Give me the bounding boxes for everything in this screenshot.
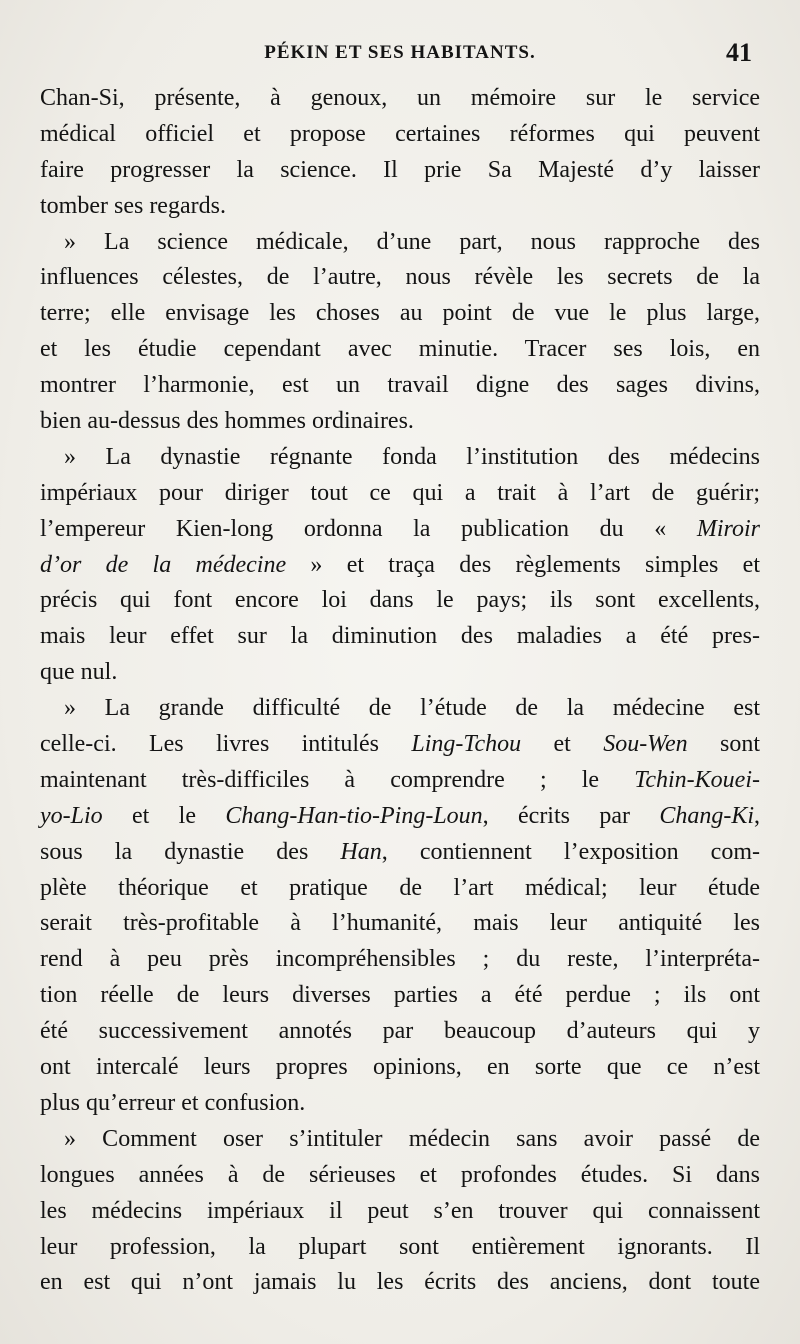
text-segment: leur profession, la plupart sont entièrement ignorants. Il bbox=[40, 1233, 760, 1260]
text-line bbox=[40, 1157, 760, 1193]
text-segment: plète théorique et pratique de l’art médical; leur étude bbox=[40, 874, 760, 901]
text-line bbox=[40, 941, 760, 977]
text-segment: montrer l’harmonie, est un travail digne des sages divins, bbox=[40, 372, 760, 399]
text-line bbox=[40, 798, 760, 834]
text-segment: les médecins impériaux il peut s’en trouver qui connaissent bbox=[40, 1197, 760, 1224]
text-segment: été successivement annotés par beaucoup d’auteurs qui y bbox=[40, 1018, 760, 1045]
text-segment: » et traça des règlements simples et bbox=[286, 551, 760, 578]
text-line bbox=[40, 475, 760, 511]
page-header bbox=[40, 38, 760, 74]
text-segment: et bbox=[521, 731, 604, 758]
text-segment: , bbox=[754, 802, 761, 829]
text-segment: rend à peu près incompréhensibles ; du reste, l’interpréta- bbox=[40, 946, 760, 973]
text-segment: » La dynastie régnante fonda l’institution des médecins bbox=[64, 443, 760, 470]
text-line bbox=[40, 834, 760, 870]
text-segment: précis qui font encore loi dans le pays; ils sont excellents, bbox=[40, 587, 760, 614]
text-segment: mais leur effet sur la diminution des maladies a été pres- bbox=[40, 623, 760, 650]
italic-text: Tchin-Kouei- bbox=[634, 766, 760, 793]
text-line bbox=[40, 690, 760, 726]
text-segment: » Comment oser s’intituler médecin sans avoir passé de bbox=[64, 1125, 760, 1152]
text-segment: longues années à de sérieuses et profondes études. Si dans bbox=[40, 1161, 760, 1188]
body-text bbox=[40, 80, 760, 1300]
text-segment: celle-ci. Les livres intitulés bbox=[40, 731, 412, 758]
italic-text: Sou-Wen bbox=[603, 731, 688, 758]
text-line bbox=[40, 1049, 760, 1085]
text-line bbox=[40, 618, 760, 654]
text-segment: maintenant très-difficiles à comprendre ; le bbox=[40, 766, 635, 793]
italic-text: Miroir bbox=[696, 515, 760, 542]
text-segment: faire progresser la science. Il prie Sa Majesté d’y laisser bbox=[40, 156, 760, 183]
text-line bbox=[40, 762, 760, 798]
text-segment: ont intercalé leurs propres opinions, en sorte que ce n’est bbox=[40, 1054, 760, 1081]
text-segment: médical officiel et propose certaines réformes qui peuvent bbox=[40, 120, 760, 147]
text-line bbox=[40, 331, 760, 367]
text-segment: plus qu’erreur et confusion. bbox=[40, 1089, 306, 1116]
text-segment: terre; elle envisage les choses au point de vue le plus large, bbox=[40, 300, 760, 327]
italic-text: yo-Lio bbox=[40, 802, 103, 829]
text-line bbox=[40, 1085, 760, 1121]
italic-text: Chang-Ki bbox=[659, 802, 755, 829]
text-line bbox=[40, 439, 760, 475]
text-segment: l’empereur Kien-long ordonna la publication du « bbox=[40, 515, 697, 542]
text-line bbox=[40, 977, 760, 1013]
text-segment: impériaux pour diriger tout ce qui a trait à l’art de guérir; bbox=[40, 479, 760, 506]
text-segment: » La grande difficulté de l’étude de la médecine est bbox=[64, 695, 760, 722]
text-segment: Chan-Si, présente, à genoux, un mémoire sur le service bbox=[40, 85, 760, 111]
text-segment: tomber ses regards. bbox=[40, 192, 226, 219]
text-segment: bien au-dessus des hommes ordinaires. bbox=[40, 408, 414, 435]
text-line bbox=[40, 259, 760, 295]
text-line bbox=[40, 1264, 760, 1300]
text-line bbox=[40, 905, 760, 941]
text-segment: tion réelle de leurs diverses parties a été perdue ; ils ont bbox=[40, 982, 760, 1009]
text-segment: et le bbox=[102, 802, 226, 829]
text-segment: , contiennent l’exposition com- bbox=[381, 838, 760, 865]
italic-text: d’or de la médecine bbox=[40, 551, 287, 578]
text-line bbox=[40, 1229, 760, 1265]
running-title: PÉKIN ET SES HABITANTS. bbox=[264, 42, 536, 63]
text-line bbox=[40, 224, 760, 260]
text-line bbox=[40, 367, 760, 403]
text-line bbox=[40, 80, 760, 116]
text-line bbox=[40, 188, 760, 224]
text-line bbox=[40, 1013, 760, 1049]
text-segment: en est qui n’ont jamais lu les écrits des anciens, dont toute bbox=[40, 1269, 760, 1296]
text-segment: , écrits par bbox=[482, 802, 660, 829]
italic-text: Chang-Han-tio-Ping-Loun bbox=[225, 802, 483, 829]
text-line bbox=[40, 511, 760, 547]
text-line bbox=[40, 116, 760, 152]
text-segment: sous la dynastie des bbox=[40, 838, 341, 865]
text-segment: influences célestes, de l’autre, nous révèle les secrets de la bbox=[40, 264, 760, 291]
text-line bbox=[40, 870, 760, 906]
text-line bbox=[40, 547, 760, 583]
text-line bbox=[40, 403, 760, 439]
page-number: 41 bbox=[726, 38, 752, 67]
text-segment: sont bbox=[687, 731, 760, 758]
text-line bbox=[40, 1193, 760, 1229]
text-line bbox=[40, 654, 760, 690]
text-line bbox=[40, 1121, 760, 1157]
text-segment: que nul. bbox=[40, 659, 118, 686]
text-line bbox=[40, 726, 760, 762]
text-segment: et les étudie cependant avec minutie. Tracer ses lois, en bbox=[40, 336, 760, 363]
text-segment: » La science médicale, d’une part, nous rapproche des bbox=[64, 228, 760, 255]
text-segment: serait très-profitable à l’humanité, mais leur antiquité les bbox=[40, 910, 760, 937]
italic-text: Ling-Tchou bbox=[411, 731, 522, 758]
italic-text: Han bbox=[340, 838, 382, 865]
text-line bbox=[40, 152, 760, 188]
text-line bbox=[40, 582, 760, 618]
text-line bbox=[40, 295, 760, 331]
